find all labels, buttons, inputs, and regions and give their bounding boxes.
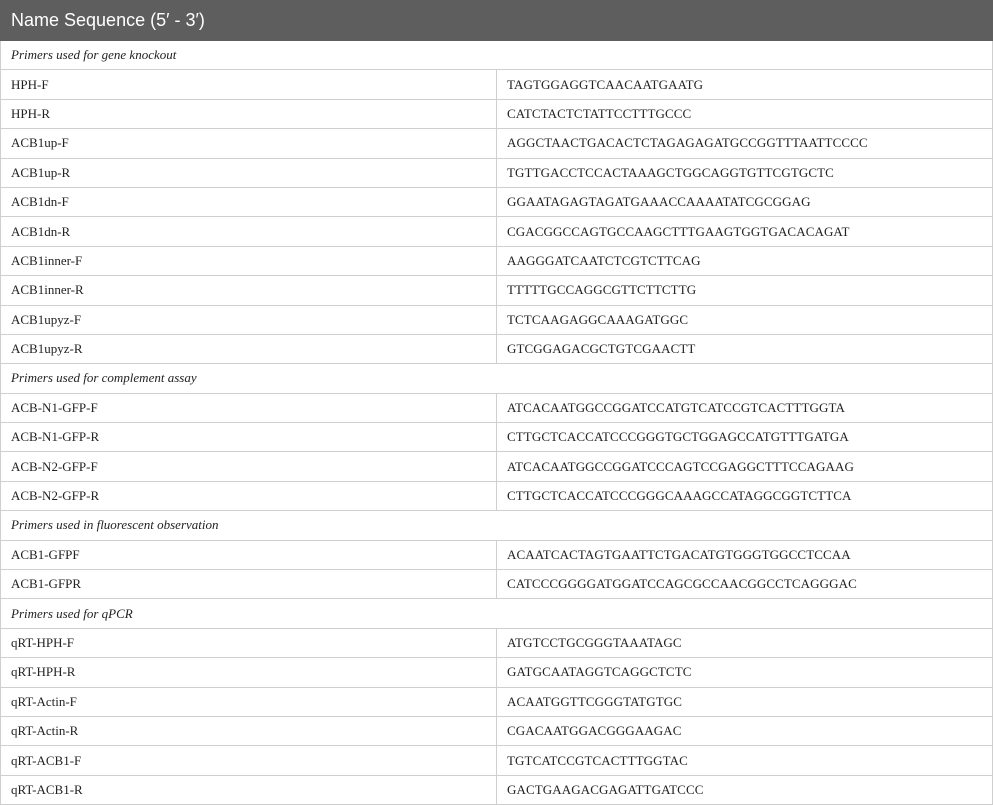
primer-name: HPH-F xyxy=(1,70,497,99)
primer-name: ACB-N1-GFP-R xyxy=(1,423,497,452)
primer-name: ACB1-GFPR xyxy=(1,570,497,599)
primer-name: ACB1up-R xyxy=(1,158,497,187)
primer-sequence: TCTCAAGAGGCAAAGATGGC xyxy=(497,305,993,334)
header-row xyxy=(1,1,993,41)
primer-sequence: AAGGGATCAATCTCGTCTTCAG xyxy=(497,246,993,275)
primer-name: ACB-N2-GFP-F xyxy=(1,452,497,481)
table-row xyxy=(1,276,993,305)
primer-name: ACB1upyz-F xyxy=(1,305,497,334)
section-row-gene-knockout xyxy=(1,41,993,70)
table-row xyxy=(1,540,993,569)
table-row xyxy=(1,99,993,128)
section-title: Primers used in fluorescent observation xyxy=(1,511,993,540)
primer-name: ACB1upyz-R xyxy=(1,334,497,363)
primer-sequence: CATCTACTCTATTCCTTTGCCC xyxy=(497,99,993,128)
table-row xyxy=(1,393,993,422)
primer-sequence: ATCACAATGGCCGGATCCATGTCATCCGTCACTTTGGTA xyxy=(497,393,993,422)
section-row-complement-assay xyxy=(1,364,993,393)
table-row xyxy=(1,129,993,158)
primer-name: ACB-N2-GFP-R xyxy=(1,481,497,510)
primer-name: ACB1inner-R xyxy=(1,276,497,305)
primer-sequence: TGTCATCCGTCACTTTGGTAC xyxy=(497,746,993,775)
table-row xyxy=(1,70,993,99)
primer-name: qRT-HPH-R xyxy=(1,658,497,687)
table-row xyxy=(1,658,993,687)
primer-name: qRT-Actin-F xyxy=(1,687,497,716)
primer-name: ACB1inner-F xyxy=(1,246,497,275)
section-row-qpcr xyxy=(1,599,993,628)
table-body xyxy=(1,41,993,805)
primer-name: qRT-Actin-R xyxy=(1,716,497,745)
primer-name: ACB1up-F xyxy=(1,129,497,158)
table-row xyxy=(1,305,993,334)
primer-sequence: ACAATCACTAGTGAATTCTGACATGTGGGTGGCCTCCAA xyxy=(497,540,993,569)
primer-sequence: CTTGCTCACCATCCCGGGCAAAGCCATAGGCGGTCTTCA xyxy=(497,481,993,510)
primer-sequence: TAGTGGAGGTCAACAATGAATG xyxy=(497,70,993,99)
primer-name: HPH-R xyxy=(1,99,497,128)
table-row xyxy=(1,334,993,363)
section-row-fluorescent-observation xyxy=(1,511,993,540)
table-header xyxy=(1,1,993,41)
primer-sequence: ATCACAATGGCCGGATCCCAGTCCGAGGCTTTCCAGAAG xyxy=(497,452,993,481)
primer-sequence: CATCCCGGGGATGGATCCAGCGCCAACGGCCTCAGGGAC xyxy=(497,570,993,599)
table-row xyxy=(1,158,993,187)
section-title: Primers used for gene knockout xyxy=(1,41,993,70)
primer-name: ACB1dn-R xyxy=(1,217,497,246)
table-row xyxy=(1,481,993,510)
table-row xyxy=(1,452,993,481)
primer-sequence: TTTTTGCCAGGCGTTCTTCTTG xyxy=(497,276,993,305)
table-row xyxy=(1,246,993,275)
table-row xyxy=(1,746,993,775)
table-row xyxy=(1,570,993,599)
table-row xyxy=(1,687,993,716)
table-row xyxy=(1,628,993,657)
primer-sequence: CGACGGCCAGTGCCAAGCTTTGAAGTGGTGACACAGAT xyxy=(497,217,993,246)
header-label: Name Sequence (5′ - 3′) xyxy=(1,1,993,41)
primer-sequence: ACAATGGTTCGGGTATGTGC xyxy=(497,687,993,716)
section-title: Primers used for complement assay xyxy=(1,364,993,393)
primer-sequence: GTCGGAGACGCTGTCGAACTT xyxy=(497,334,993,363)
primer-sequence: TGTTGACCTCCACTAAAGCTGGCAGGTGTTCGTGCTC xyxy=(497,158,993,187)
table-row xyxy=(1,217,993,246)
primer-name: qRT-HPH-F xyxy=(1,628,497,657)
table-row xyxy=(1,775,993,804)
primer-sequence: CGACAATGGACGGGAAGAC xyxy=(497,716,993,745)
primer-sequence: GGAATAGAGTAGATGAAACCAAAATATCGCGGAG xyxy=(497,187,993,216)
table-row xyxy=(1,187,993,216)
primer-sequence: CTTGCTCACCATCCCGGGTGCTGGAGCCATGTTTGATGA xyxy=(497,423,993,452)
table-row xyxy=(1,716,993,745)
primer-sequence: GATGCAATAGGTCAGGCTCTC xyxy=(497,658,993,687)
primer-name: ACB1-GFPF xyxy=(1,540,497,569)
primer-name: qRT-ACB1-R xyxy=(1,775,497,804)
primer-sequence: GACTGAAGACGAGATTGATCCC xyxy=(497,775,993,804)
primer-name: ACB-N1-GFP-F xyxy=(1,393,497,422)
primer-name: qRT-ACB1-F xyxy=(1,746,497,775)
primer-sequence: ATGTCCTGCGGGTAAATAGC xyxy=(497,628,993,657)
primer-sequence: AGGCTAACTGACACTCTAGAGAGATGCCGGTTTAATTCCCC xyxy=(497,129,993,158)
primer-name: ACB1dn-F xyxy=(1,187,497,216)
section-title: Primers used for qPCR xyxy=(1,599,993,628)
table-row xyxy=(1,423,993,452)
